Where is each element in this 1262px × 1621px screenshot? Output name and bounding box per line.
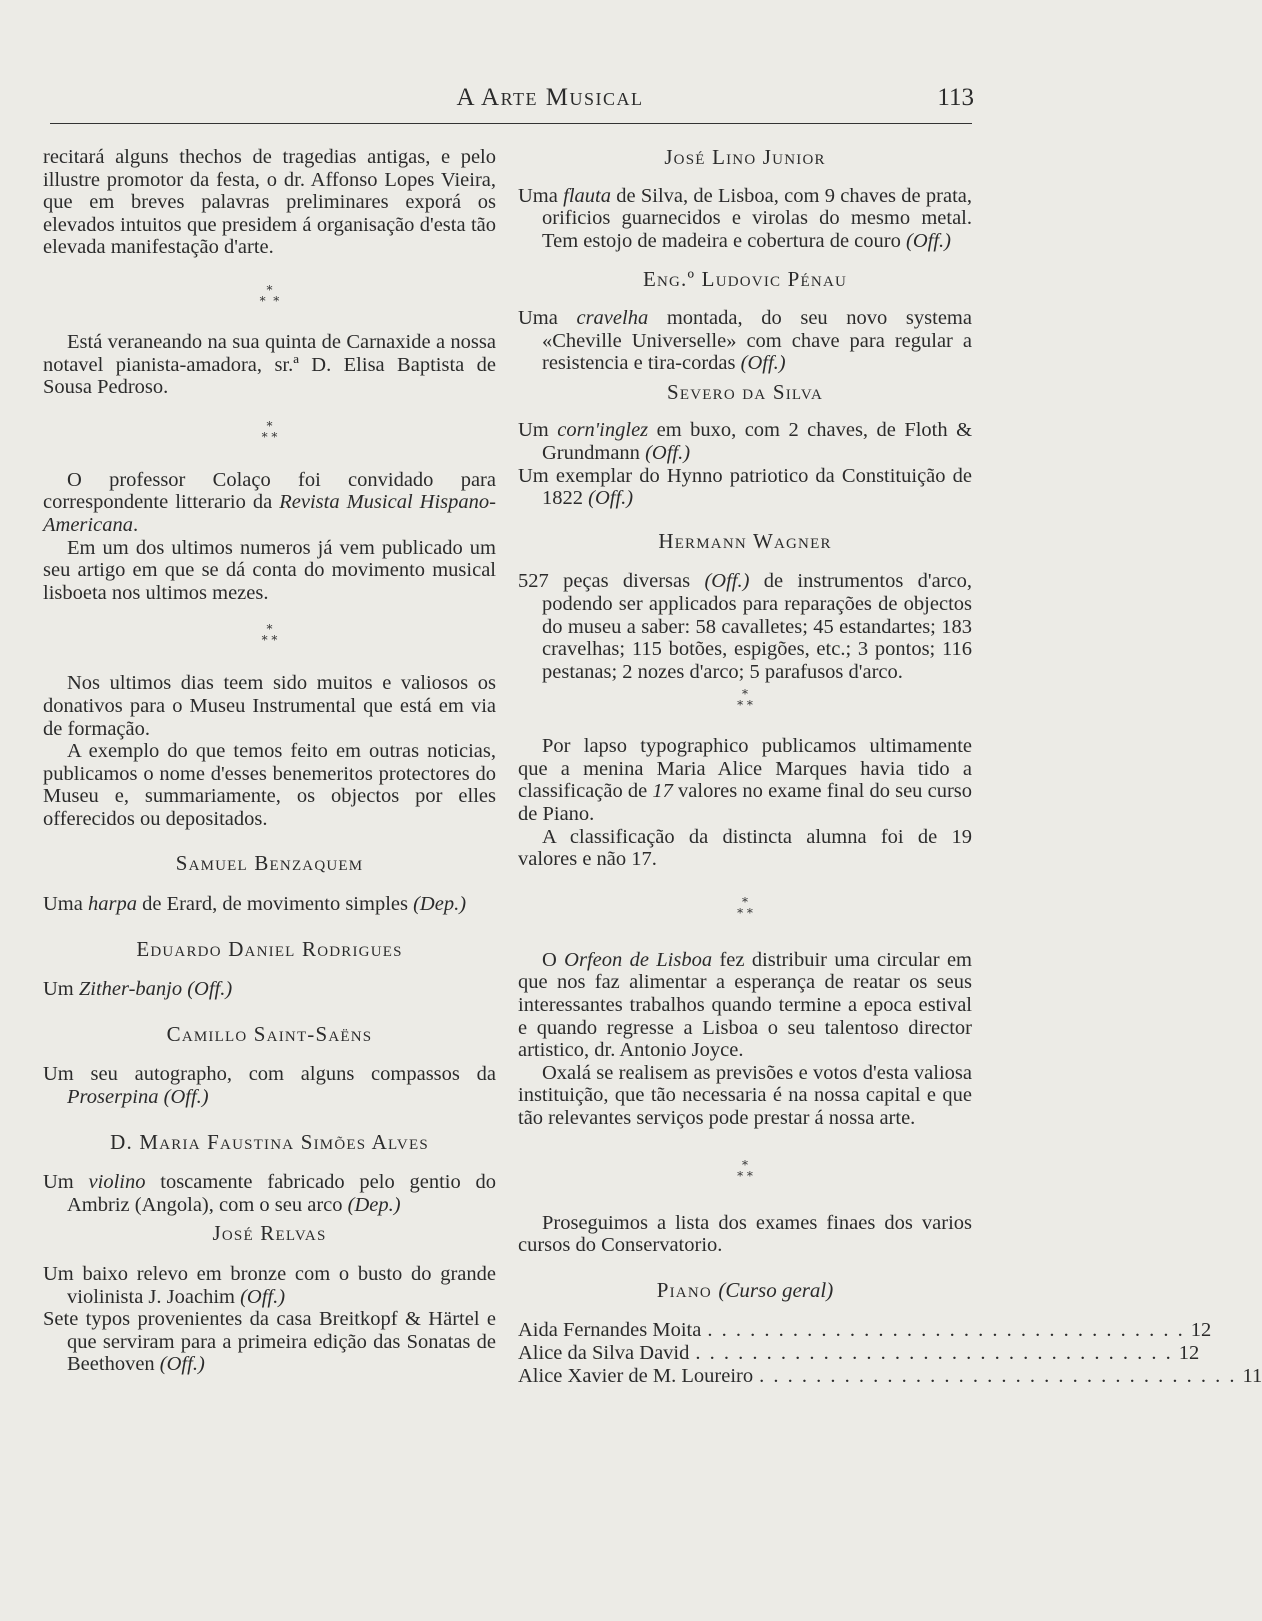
result-row	[518, 1319, 1212, 1342]
donation-item	[43, 1263, 496, 1308]
text: valores no exame final do seu curso de Piano.	[518, 780, 972, 826]
dot-leader: . . . . . . . . . . . . . . . . . . . . . . . . . . . . . . . . . .	[695, 1341, 1173, 1364]
text: Um	[518, 419, 558, 442]
paragraph-pedroso: Está veraneando na sua quinta de Carnaxide a nossa notavel pianista-amadora, sr.ª D. Elisa Baptista de Sousa Pedroso.	[43, 330, 496, 399]
donor-name: Camillo Saint-Saëns	[166, 1021, 373, 1046]
student-name: Alice da Silva David	[518, 1341, 690, 1364]
status: (Off.)	[588, 487, 634, 510]
text: de instrumentos d'arco, podendo ser applicados para reparações de objectos do museu a saber: 58 cavalletes; 45 estandartes; 183 cravelhas; 115 botões, espigões, etc.; 3 pontos; 116 pestanas; 2 nozes d'arco; 5 parafusos d'arco.	[542, 570, 973, 683]
dot-leader: . . . . . . . . . . . . . . . . . . . . . . . . . . . . . . . . . .	[707, 1319, 1185, 1342]
donation-item	[43, 1308, 496, 1376]
text: Um baixo relevo em bronze com o busto do grande violinista J. Joachim	[43, 1263, 496, 1308]
text: toscamente fabricado pelo gentio do Ambriz (Angola), com o seu arco	[67, 1171, 497, 1216]
section-heading-piano	[518, 1279, 972, 1302]
paragraph-correcao: A classificação da distincta alumna foi de 19 valores e não 17.	[518, 825, 972, 871]
page-number: 113	[937, 84, 974, 111]
asterism: * * *	[259, 282, 280, 308]
status: (Dep.)	[347, 1193, 401, 1216]
text: Por lapso typographico publicamos ultimamente que a menina Maria Alice Marques havia tido a classificação de	[518, 735, 972, 803]
text: em buxo, com 2 chaves, de Floth & Grundmann	[542, 419, 973, 464]
donor-name: D. Maria Faustina Simões Alves	[110, 1129, 429, 1154]
paragraph-artigo: Em um dos ultimos numeros já vem publicado um seu artigo em que se dá conta do movimento musical lisboeta nos ultimos mezes.	[43, 536, 496, 604]
paragraph-exemplo: A exemplo do que temos feito em outras noticias, publicamos o nome d'esses benemeritos protectores do Museu e, summariamente, os objectos por elles offerecidos ou depositados.	[43, 740, 496, 830]
instrument: corn'inglez	[557, 419, 649, 442]
grade-value: 11	[1242, 1364, 1262, 1387]
donor-name: José Lino Junior	[664, 145, 826, 169]
text: Sete typos provenientes da casa Breitkopf & Härtel e que serviram para a primeira edição das Sonatas de Beethoven	[43, 1308, 496, 1376]
text: Piano	[656, 1277, 712, 1302]
donation-item	[43, 1063, 496, 1108]
journal-name: Revista Musical Hispano-Americana	[43, 491, 496, 536]
donation-item	[43, 978, 496, 1001]
text: Um	[43, 1171, 89, 1194]
asterism: * * *	[261, 622, 278, 648]
result-row	[518, 1341, 1200, 1365]
work-title: Proserpina	[67, 1086, 159, 1109]
text: Uma	[518, 184, 564, 207]
status: (Off.)	[645, 441, 691, 464]
donor-name: Eng.º Ludovic Pénau	[642, 267, 848, 292]
paragraph-proseguimos: Proseguimos a lista dos exames finaes dos varios cursos do Conservatorio.	[518, 1211, 972, 1257]
running-header	[0, 80, 1100, 120]
donation-item	[43, 1171, 496, 1216]
donor-name: Samuel Benzaquem	[175, 851, 364, 876]
status: (Off.)	[163, 1086, 209, 1109]
status: (Off.)	[159, 1353, 205, 1376]
status: (Off.)	[740, 352, 786, 375]
donor-name: Severo da Silva	[666, 379, 824, 404]
donor-name: José Relvas	[212, 1221, 327, 1246]
journal-title: A Arte Musical	[456, 84, 644, 111]
text: montada, do seu novo systema «Cheville Universelle» com chave para regular a resistencia e tira-cordas	[542, 306, 972, 375]
status: (Off.)	[187, 978, 233, 1001]
instrument: cravelha	[576, 306, 649, 329]
header-rule	[50, 123, 972, 124]
society-name: Orfeon de Lisboa	[564, 948, 713, 971]
grade-value: 12	[1178, 1341, 1200, 1364]
text: de Erard, de movimento simples	[136, 893, 414, 916]
asterism: * * *	[737, 687, 753, 713]
grade-value: 12	[1190, 1319, 1212, 1342]
text: .	[132, 513, 139, 536]
status: (Off.)	[240, 1285, 286, 1308]
donation-item	[518, 465, 972, 510]
donation-item	[43, 893, 496, 916]
left-column	[43, 146, 496, 1376]
paragraph-festa: recitará alguns thechos de tragedias antigas, e pelo illustre promotor da festa, o dr. Affonso Lopes Vieira, que em breves palavras preliminares exporá os elevados intuitos que presidem á organisação d'esta tão elevada manifestação d'arte.	[43, 146, 496, 259]
asterism: * * *	[261, 418, 278, 444]
dot-leader: . . . . . . . . . . . . . . . . . . . . . . . . . . . . . . . . . .	[759, 1364, 1237, 1387]
paragraph-lapso	[518, 735, 972, 825]
instrument: Zither-banjo	[78, 978, 183, 1001]
donor-name: Eduardo Daniel Rodrigues	[136, 936, 403, 961]
text: O professor Colaço foi convidado para correspondente litterario da	[43, 468, 496, 514]
text: Um exemplar do Hynno patriotico da Constituição de 1822	[518, 464, 972, 510]
donation-item	[518, 185, 972, 253]
donor-name: Hermann Wagner	[658, 528, 832, 553]
student-name: Aida Fernandes Moita	[518, 1319, 702, 1342]
text: de Silva, de Lisboa, com 9 chaves de prata, orificios guarnecidos e virolas do mesmo metal. Tem estojo de madeira e cobertura de couro	[542, 184, 972, 252]
paragraph-orfeon	[518, 949, 972, 1062]
donation-item	[518, 307, 972, 375]
grade: 17	[652, 780, 673, 803]
status: (Off.)	[704, 570, 750, 593]
asterism: * * *	[737, 1157, 753, 1183]
text: Uma	[43, 893, 88, 916]
text: 527 peças diversas	[518, 570, 705, 593]
paragraph-donativos: Nos ultimos dias teem sido muitos e valiosos os donativos para o Museu Instrumental que está em via de formação.	[43, 672, 496, 740]
asterism: * * *	[737, 894, 753, 920]
donation-item	[518, 570, 972, 683]
text: Uma	[518, 306, 577, 329]
paragraph-oxala: Oxalá se realisem as previsões e votos d'esta valiosa instituição, que tão necessaria é na nossa capital e que tão relevantes serviços pode prestar á nossa arte.	[518, 1061, 972, 1129]
subheading: (Curso geral)	[718, 1277, 834, 1302]
result-row	[518, 1364, 1262, 1388]
text: Um	[43, 978, 79, 1001]
instrument: flauta	[563, 184, 611, 207]
text: fez distribuir uma circular em que nos faz alimentar a esperança de reatar os seus interessantes trabalhos quando termine a epoca estival e quando regresse a Lisboa o seu talentoso director artistico, dr. Antonio Joyce.	[518, 948, 972, 1062]
instrument: violino	[88, 1171, 146, 1194]
donation-item	[518, 419, 972, 464]
right-column	[518, 145, 1262, 1387]
paragraph-colaco	[43, 469, 496, 537]
student-name: Alice Xavier de M. Loureiro	[518, 1364, 754, 1387]
instrument: harpa	[87, 893, 137, 916]
text: O	[542, 948, 565, 971]
status: (Off.)	[906, 229, 951, 252]
status: (Dep.)	[413, 893, 467, 916]
text: Um seu autographo, com alguns compassos da	[43, 1063, 496, 1086]
